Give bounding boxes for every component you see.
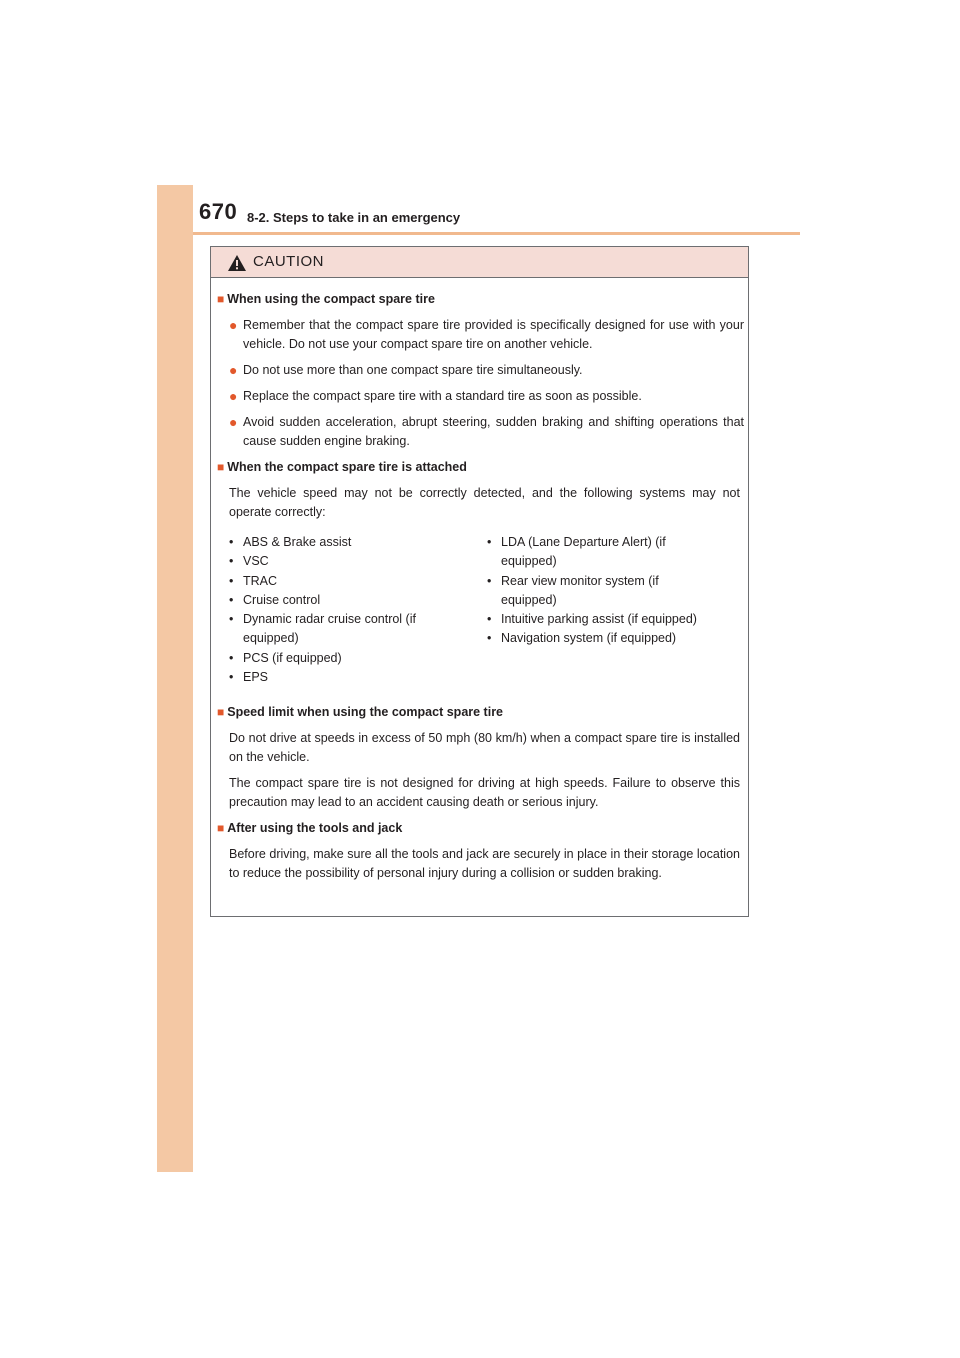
list-item: • LDA (Lane Departure Alert) (if equipped)	[487, 535, 666, 569]
circle-bullet-icon: ●	[229, 317, 238, 333]
list-item: • EPS	[229, 670, 269, 685]
paragraph: Do not drive at speeds in excess of 50 mph (80 km/h) when a compact spare tire is installed on the vehicle.	[229, 731, 740, 764]
list-item: • Rear view monitor system (if equipped)	[487, 573, 659, 607]
page-number: 670	[199, 199, 238, 224]
list-item: • Intuitive parking assist (if equipped)	[487, 612, 697, 627]
circle-bullet-icon: ●	[229, 388, 238, 404]
section-heading: ■ Speed limit when using the compact spare tire	[217, 705, 504, 719]
list-item: • ABS & Brake assist	[229, 535, 352, 549]
square-bullet-icon: ■	[217, 292, 225, 306]
bullet-item: ● Remember that the compact spare tire provided is specifically designed for use with your vehicle. Do not use your compact spare tire on another vehicle.	[229, 317, 744, 351]
paragraph: Before driving, make sure all the tools and jack are securely in place in their storage location to reduce the possibility of personal injury during a collision or sudden braking.	[229, 847, 740, 880]
square-bullet-icon: ■	[217, 460, 225, 474]
circle-bullet-icon: ●	[229, 414, 238, 430]
paragraph: The compact spare tire is not designed for driving at high speeds. Failure to observe this precaution may lead to an accident causing death or serious injury.	[229, 776, 740, 809]
caution-title: CAUTION	[253, 253, 324, 270]
bullet-item: ● Avoid sudden acceleration, abrupt steering, sudden braking and shifting operations that cause sudden engine braking.	[229, 414, 744, 448]
list-item: • TRAC	[229, 573, 278, 588]
paragraph: The vehicle speed may not be correctly detected, and the following systems may not operate correctly:	[229, 486, 740, 519]
bullet-item: ● Do not use more than one compact spare tire simultaneously.	[229, 362, 583, 378]
side-tab-band	[157, 185, 193, 1172]
list-item: • Navigation system (if equipped)	[487, 631, 677, 646]
section-heading: ■ When using the compact spare tire	[217, 292, 435, 306]
circle-bullet-icon: ●	[229, 362, 238, 378]
list-item: • VSC	[229, 554, 269, 569]
bullet-item: ● Replace the compact spare tire with a standard tire as soon as possible.	[229, 388, 642, 404]
warning-triangle-icon	[227, 254, 247, 272]
caution-header	[211, 247, 748, 278]
page-header	[157, 185, 800, 235]
section-heading: ■ After using the tools and jack	[217, 821, 403, 835]
systems-list-left	[229, 533, 449, 687]
header-rule	[193, 232, 800, 235]
section-title: 8-2. Steps to take in an emergency	[247, 210, 461, 225]
list-item: • PCS (if equipped)	[229, 650, 342, 665]
list-item: • Cruise control	[229, 592, 321, 607]
square-bullet-icon: ■	[217, 705, 225, 719]
section-heading: ■ When the compact spare tire is attached	[217, 460, 467, 474]
square-bullet-icon: ■	[217, 821, 225, 835]
systems-list-right	[487, 533, 737, 649]
list-item: • Dynamic radar cruise control (if equipped)	[229, 612, 416, 646]
caution-box	[210, 246, 749, 917]
